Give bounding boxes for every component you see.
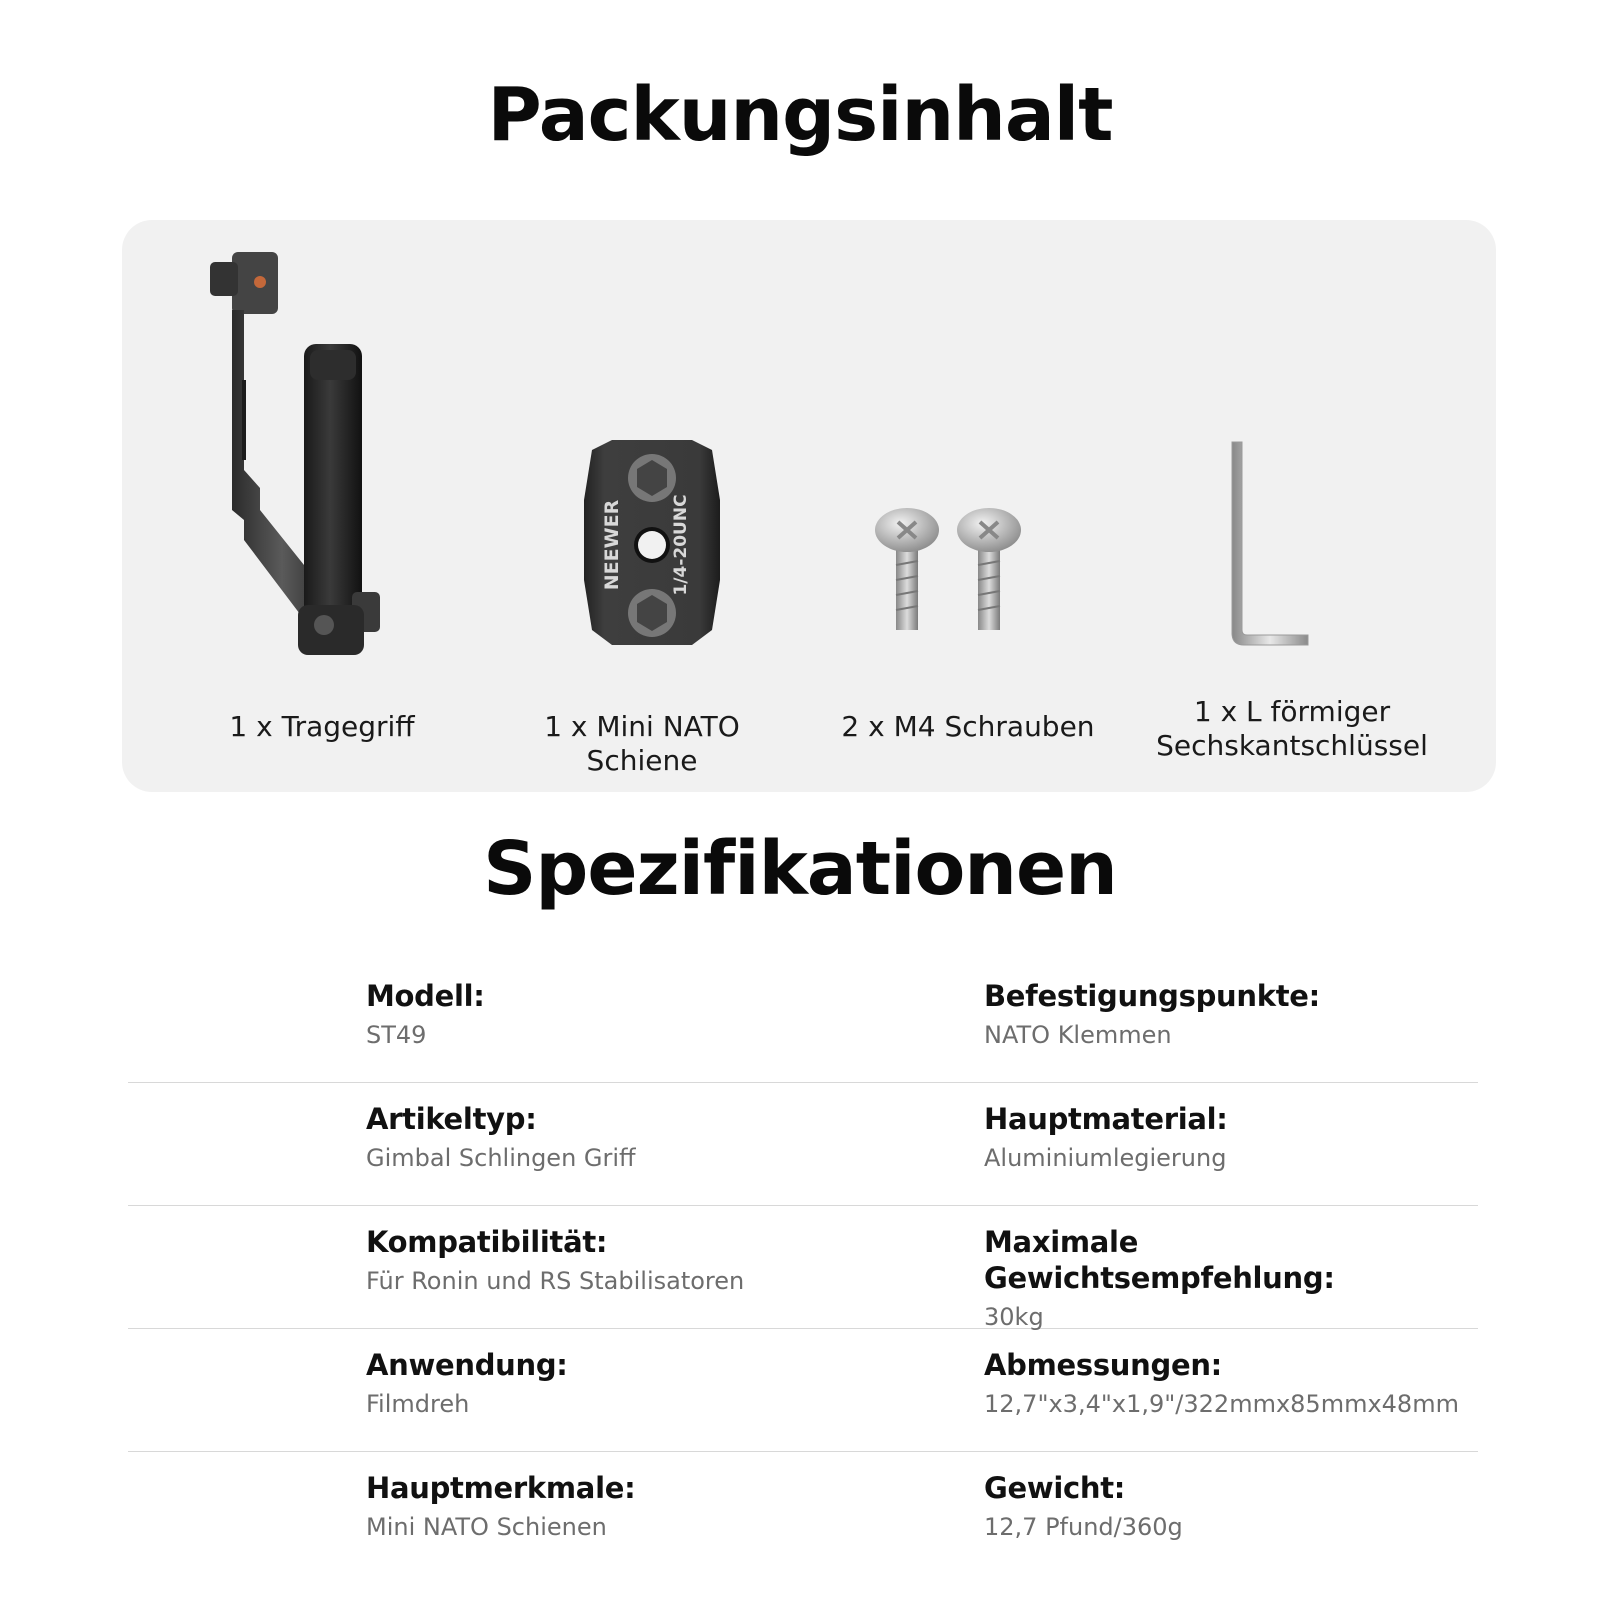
spec-label: Abmessungen: bbox=[984, 1348, 1222, 1382]
package-item-nato-rail bbox=[492, 220, 792, 792]
rail-brand-engraving: NEEWER bbox=[601, 499, 623, 591]
specifications-title: Spezifikationen bbox=[483, 826, 1117, 912]
spec-label: Artikeltyp: bbox=[366, 1102, 537, 1136]
spec-value: Aluminiumlegierung bbox=[984, 1144, 1227, 1172]
hex-key-icon bbox=[1132, 220, 1432, 680]
spec-row bbox=[128, 960, 1478, 1083]
package-contents-panel bbox=[122, 220, 1496, 792]
spec-cell bbox=[984, 978, 1320, 1050]
spec-label: Befestigungspunkte: bbox=[984, 979, 1320, 1013]
spec-cell bbox=[366, 1470, 635, 1542]
spec-cell bbox=[366, 1224, 744, 1296]
screws-icon bbox=[828, 220, 1108, 680]
spec-cell bbox=[984, 1101, 1228, 1173]
spec-value: Gimbal Schlingen Griff bbox=[366, 1144, 636, 1172]
spec-row bbox=[128, 1329, 1478, 1452]
spec-row bbox=[128, 1083, 1478, 1206]
spec-label: Maximale Gewichtsempfehlung: bbox=[984, 1225, 1335, 1295]
package-item-label: 2 x M4 Schrauben bbox=[841, 710, 1095, 743]
spec-label: Hauptmerkmale: bbox=[366, 1471, 636, 1505]
spec-cell bbox=[366, 978, 485, 1050]
spec-cell bbox=[984, 1347, 1459, 1419]
rail-thread-engraving: 1/4-20UNC bbox=[671, 494, 691, 596]
spec-value: Filmdreh bbox=[366, 1390, 470, 1418]
package-item-label: 1 x L förmiger Sechskantschlüssel bbox=[1156, 695, 1428, 762]
spec-label: Hauptmaterial: bbox=[984, 1102, 1228, 1136]
spec-value: 30kg bbox=[984, 1303, 1044, 1331]
spec-cell bbox=[366, 1101, 636, 1173]
package-item-label: 1 x Mini NATO Schiene bbox=[544, 710, 740, 777]
spec-row bbox=[128, 1452, 1478, 1574]
spec-cell bbox=[984, 1470, 1183, 1542]
spec-label: Gewicht: bbox=[984, 1471, 1126, 1505]
spec-row bbox=[128, 1206, 1478, 1329]
spec-cell bbox=[366, 1347, 568, 1419]
spec-label: Kompatibilität: bbox=[366, 1225, 608, 1259]
package-contents-title: Packungsinhalt bbox=[487, 72, 1113, 158]
package-item-screws bbox=[828, 220, 1108, 792]
spec-value: NATO Klemmen bbox=[984, 1021, 1172, 1049]
handle-icon bbox=[182, 220, 462, 680]
specifications-table bbox=[128, 960, 1478, 1574]
spec-value: 12,7 Pfund/360g bbox=[984, 1513, 1183, 1541]
spec-label: Anwendung: bbox=[366, 1348, 568, 1382]
spec-value: Mini NATO Schienen bbox=[366, 1513, 607, 1541]
package-item-label: 1 x Tragegriff bbox=[229, 710, 415, 743]
spec-label: Modell: bbox=[366, 979, 485, 1013]
spec-value: 12,7"x3,4"x1,9"/322mmx85mmx48mm bbox=[984, 1390, 1459, 1418]
spec-value: Für Ronin und RS Stabilisatoren bbox=[366, 1267, 745, 1295]
spec-cell bbox=[984, 1224, 1478, 1332]
nato-rail-icon bbox=[492, 220, 792, 680]
spec-value: ST49 bbox=[366, 1021, 427, 1049]
package-item-handle bbox=[182, 220, 462, 792]
package-item-hex-key bbox=[1132, 220, 1432, 792]
